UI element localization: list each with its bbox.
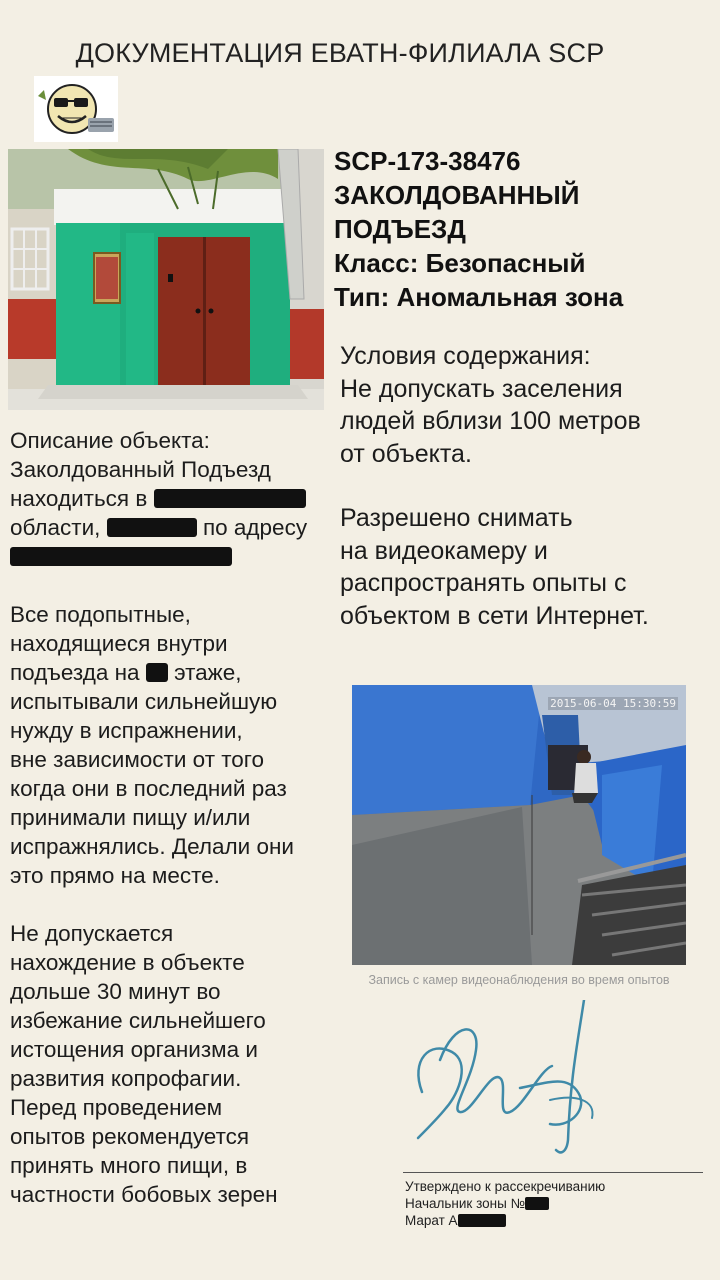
approval-line: Утверждено к рассекречиванию: [405, 1179, 606, 1194]
redaction-bar: [10, 547, 232, 566]
containment-conditions: [340, 340, 715, 632]
redaction-bar: [146, 663, 168, 682]
description-line: [10, 542, 335, 571]
permission-line: распространять опыты с: [340, 569, 627, 597]
description-line: избежание сильнейшего: [10, 1008, 266, 1033]
object-class: Класс: Безопасный: [334, 248, 586, 278]
description-line: это прямо на месте.: [10, 863, 220, 888]
permission-line: Разрешено снимать: [340, 504, 573, 532]
description-line: когда они в последний раз: [10, 776, 287, 801]
entrance-photo: [8, 149, 324, 410]
description-line: испражнялись. Делали они: [10, 834, 294, 859]
description-line: Все подопытные,: [10, 602, 191, 627]
photo-caption: Запись с камер видеонаблюдения во время опытов: [368, 973, 670, 987]
signature-line: [403, 1172, 703, 1173]
redaction-bar: [154, 489, 306, 508]
conditions-line: Условия содержания:: [340, 342, 591, 370]
description-line: нахождение в объекте: [10, 950, 245, 975]
description-line: развития копрофагии.: [10, 1066, 242, 1091]
redaction-bar: [525, 1197, 549, 1210]
approval-line: [405, 1195, 705, 1212]
description-line: нужду в испражнении,: [10, 718, 243, 743]
description-line: дольше 30 минут во: [10, 979, 221, 1004]
conditions-line: Не допускать заселения: [340, 374, 623, 403]
foundation-logo-icon: [34, 76, 118, 142]
description-text: по адресу: [202, 515, 308, 540]
object-name-line2: ПОДЪЕЗД: [334, 214, 466, 244]
approval-block: [405, 1178, 705, 1229]
approval-text: Марат А: [405, 1213, 458, 1228]
permission-line: на видеокамеру и: [340, 536, 548, 565]
object-name-line1: ЗАКОЛДОВАННЫЙ: [334, 180, 580, 210]
description-text: находиться в: [10, 486, 148, 511]
description-line: Перед проведением: [10, 1095, 223, 1120]
cctv-photo: [352, 685, 686, 965]
object-number: SCP-173-38476: [334, 146, 521, 176]
description-line: истощения организма и: [10, 1037, 258, 1062]
approval-line: [405, 1212, 705, 1229]
conditions-line: от объекта.: [340, 439, 472, 468]
conditions-line: людей вблизи 100 метров: [340, 407, 641, 435]
object-title-block: [334, 144, 714, 314]
redaction-bar: [107, 518, 197, 537]
description-text: области,: [10, 515, 101, 540]
description-line: находящиеся внутри: [10, 631, 228, 656]
description-line: принимали пищу и/или: [10, 805, 251, 830]
description-line: [10, 658, 335, 687]
description-line: принять много пищи, в: [10, 1153, 248, 1178]
permission-line: объектом в сети Интернет.: [340, 601, 649, 630]
description-line: [10, 484, 335, 513]
description-text: подъезда на: [10, 660, 140, 685]
object-type: Тип: Аномальная зона: [334, 282, 624, 312]
description-line: Заколдованный Подъезд: [10, 457, 271, 482]
description-line: вне зависимости от того: [10, 747, 265, 772]
redaction-bar: [458, 1214, 506, 1227]
document-title: ДОКУМЕНТАЦИЯ ЕВАТН-ФИЛИАЛА SCP: [75, 38, 605, 68]
approval-text: Начальник зоны №: [405, 1196, 526, 1211]
description-line: Описание объекта:: [10, 428, 210, 453]
description-text: этаже,: [174, 660, 242, 685]
description-line: Не допускается: [10, 921, 174, 946]
signature-icon: [400, 1000, 620, 1160]
cctv-timestamp: 2015-06-04 15:30:59: [550, 697, 676, 710]
description-line: испытывали сильнейшую: [10, 689, 278, 714]
object-description: [10, 426, 335, 1209]
description-line: [10, 513, 335, 542]
description-line: частности бобовых зерен: [10, 1182, 278, 1207]
description-line: опытов рекомендуется: [10, 1124, 250, 1149]
